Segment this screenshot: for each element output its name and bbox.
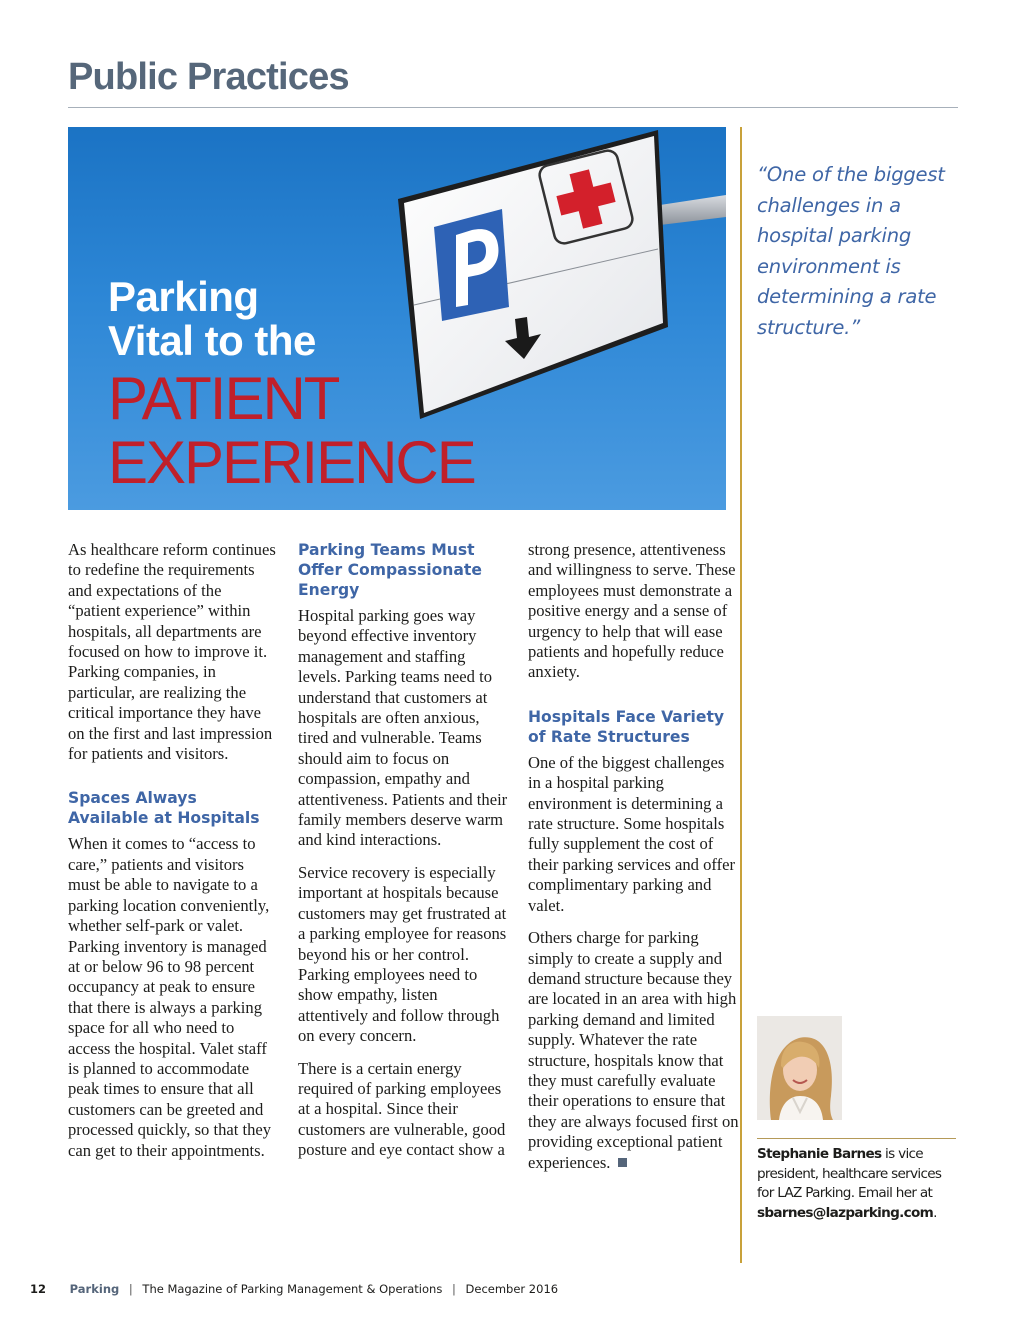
author-bio xyxy=(757,1145,959,1223)
author-name: Stephanie Barnes xyxy=(757,1146,882,1162)
paragraph: Hospital parking goes way beyond effective inventory management and staffing levels. Parking teams need to understand that customers at hospitals are often anxious, tired and vulnerable. Teams should aim to focus on compassion, empathy and attentiveness. Patients and their family members deserve warm and kind interactions. xyxy=(298,606,508,850)
footer-separator: | xyxy=(451,1282,456,1296)
intro-paragraph: As healthcare reform continues to redefine the requirements and expectations of the “patient experience” within hospitals, all departments are focused on how to improve it. Parking companies, in particular, are realizing the critical importance they have on the first and last impression for patients and visitors. xyxy=(68,540,276,764)
title-divider xyxy=(68,107,958,108)
author-bio-period: . xyxy=(933,1204,937,1221)
footer-separator: | xyxy=(128,1282,133,1296)
hero-subtitle xyxy=(108,367,475,495)
hero-title-line-1: Parking xyxy=(108,273,259,320)
paragraph: strong presence, attentiveness and willingness to serve. These employees must demonstrate a positive energy and a sense of urgency to help that will ease patients and hopefully reduce anxiety. xyxy=(528,540,736,682)
author-email[interactable]: sbarnes@lazparking.com xyxy=(757,1204,934,1221)
article-column-3 xyxy=(528,540,740,1185)
paragraph: When it comes to “access to care,” patients and visitors must be able to navigate to a parking location conveniently, whether self-park or valet. Parking inventory is managed at or below 96 to 98 percent occupancy at peak to ensure that there is always a parking space for all who need to access the hospital. Valet staff is planned to accommodate peak times to ensure that all customers can be greeted and processed quickly, so that they can get to their appointments. xyxy=(68,834,272,1160)
page-footer xyxy=(30,1282,930,1296)
subheading-rate-structures: Hospitals Face Variety of Rate Structures xyxy=(528,707,725,746)
hero-image xyxy=(68,127,726,510)
paragraph: There is a certain energy required of parking employees at a hospital. Since their customers are vulnerable, good posture and eye contact show a xyxy=(298,1058,506,1160)
footer-date: December 2016 xyxy=(465,1282,559,1296)
footer-brand: Parking xyxy=(69,1282,120,1296)
hero-subtitle-line-2: EXPERIENCE xyxy=(108,429,475,496)
footer-magazine: The Magazine of Parking Management & Operations xyxy=(142,1282,443,1296)
end-of-article-square-icon xyxy=(618,1158,627,1167)
author-bio-text: is vice president, healthcare services for LAZ Parking. Email her at xyxy=(757,1146,942,1201)
paragraph: One of the biggest challenges in a hospital parking environment is determining a rate structure. Some hospitals fully supplement the cost of their parking services and offer complimentary parking and valet. xyxy=(528,752,736,915)
sidebar-divider xyxy=(740,127,742,1263)
hero-subtitle-line-1: PATIENT xyxy=(108,365,339,432)
closing-text: Others charge for parking simply to create a supply and demand structure because they are located in an area with high parking demand and limited supply. Whatever the rate structure, hospitals know that they must carefully evaluate their operations to ensure that they are always focused first on providing exceptional patient experiences. xyxy=(528,928,739,1172)
author-photo xyxy=(757,1016,842,1120)
article-column-1 xyxy=(68,540,278,1173)
subheading-spaces-available: Spaces Always Available at Hospitals xyxy=(68,789,260,828)
article-column-2 xyxy=(298,540,508,1173)
page-number: 12 xyxy=(30,1282,47,1296)
subheading-compassionate-energy: Parking Teams Must Offer Compassionate Energy xyxy=(298,541,482,599)
section-title: Public Practices xyxy=(68,56,349,98)
hero-title xyxy=(108,275,316,363)
hero-title-line-2: Vital to the xyxy=(108,317,316,364)
pull-quote: “One of the biggest challenges in a hospital parking environment is determining a rate structure.” xyxy=(757,163,945,339)
bio-divider xyxy=(757,1138,956,1139)
paragraph: Service recovery is especially important at hospitals because customers may get frustrated at a parking employee for reasons beyond his or her control. Parking employees need to show empathy, listen attentively and follow through on every concern. xyxy=(298,862,507,1046)
closing-paragraph xyxy=(528,928,740,1173)
